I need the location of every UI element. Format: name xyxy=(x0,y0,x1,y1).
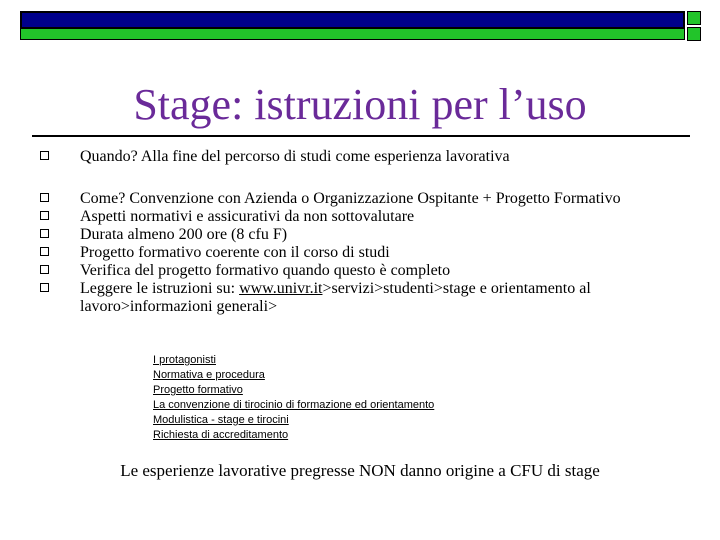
square-bullet-icon xyxy=(40,229,49,238)
bullet-item-verify xyxy=(40,262,680,280)
bullet-text: Quando? Alla fine del percorso di studi come esperienza lavorativa xyxy=(80,148,510,165)
slide-title: Stage: istruzioni per l’uso xyxy=(133,80,587,129)
title-divider xyxy=(32,135,690,137)
footer-note: Le esperienze lavorative pregresse NON danno origine a CFU di stage xyxy=(120,461,600,480)
bullet-text: Come? Convenzione con Azienda o Organizzazione Ospitante + Progetto Formativo xyxy=(80,190,621,207)
link-normativa[interactable]: Normativa e procedura xyxy=(153,369,265,381)
bullet-item-instructions xyxy=(40,280,680,316)
link-protagonisti[interactable]: I protagonisti xyxy=(153,354,216,366)
sub-link-list xyxy=(153,353,434,443)
square-bullet-icon xyxy=(40,265,49,274)
bullet-item-project xyxy=(40,244,680,262)
bullet-text: Aspetti normativi e assicurativi da non sottovalutare xyxy=(80,208,415,225)
bullet-item-duration xyxy=(40,226,680,244)
bullet-item-when xyxy=(40,148,680,166)
bullet-item-how xyxy=(40,190,680,208)
bullet-text: Verifica del progetto formativo quando questo è completo xyxy=(80,262,451,279)
square-bullet-icon xyxy=(40,151,49,160)
square-bullet-icon xyxy=(40,193,49,202)
link-accreditamento[interactable]: Richiesta di accreditamento xyxy=(153,429,289,441)
bullet-text-suffix: >servizi>studenti>stage e orientamento al lavoro>informazioni generali> xyxy=(80,280,591,315)
bullet-text-prefix: Leggere le istruzioni su: xyxy=(80,280,240,297)
link-convenzione[interactable]: La convenzione di tirocinio di formazione ed orientamento xyxy=(153,399,435,411)
link-modulistica[interactable]: Modulistica - stage e tirocini xyxy=(153,414,289,426)
header-bar-green xyxy=(20,28,685,40)
corner-square-top xyxy=(687,11,701,25)
bullet-item-aspects xyxy=(40,208,680,226)
square-bullet-icon xyxy=(40,283,49,292)
header-bar-blue xyxy=(20,11,685,29)
bullet-text: Durata almeno 200 ore (8 cfu F) xyxy=(80,226,288,243)
square-bullet-icon xyxy=(40,247,49,256)
corner-square-bottom xyxy=(687,27,701,41)
square-bullet-icon xyxy=(40,211,49,220)
bullet-list xyxy=(40,148,680,316)
univr-link[interactable]: www.univr.it xyxy=(239,280,323,297)
link-progetto-formativo[interactable]: Progetto formativo xyxy=(153,384,243,396)
bullet-text: Progetto formativo coerente con il corso di studi xyxy=(80,244,390,261)
